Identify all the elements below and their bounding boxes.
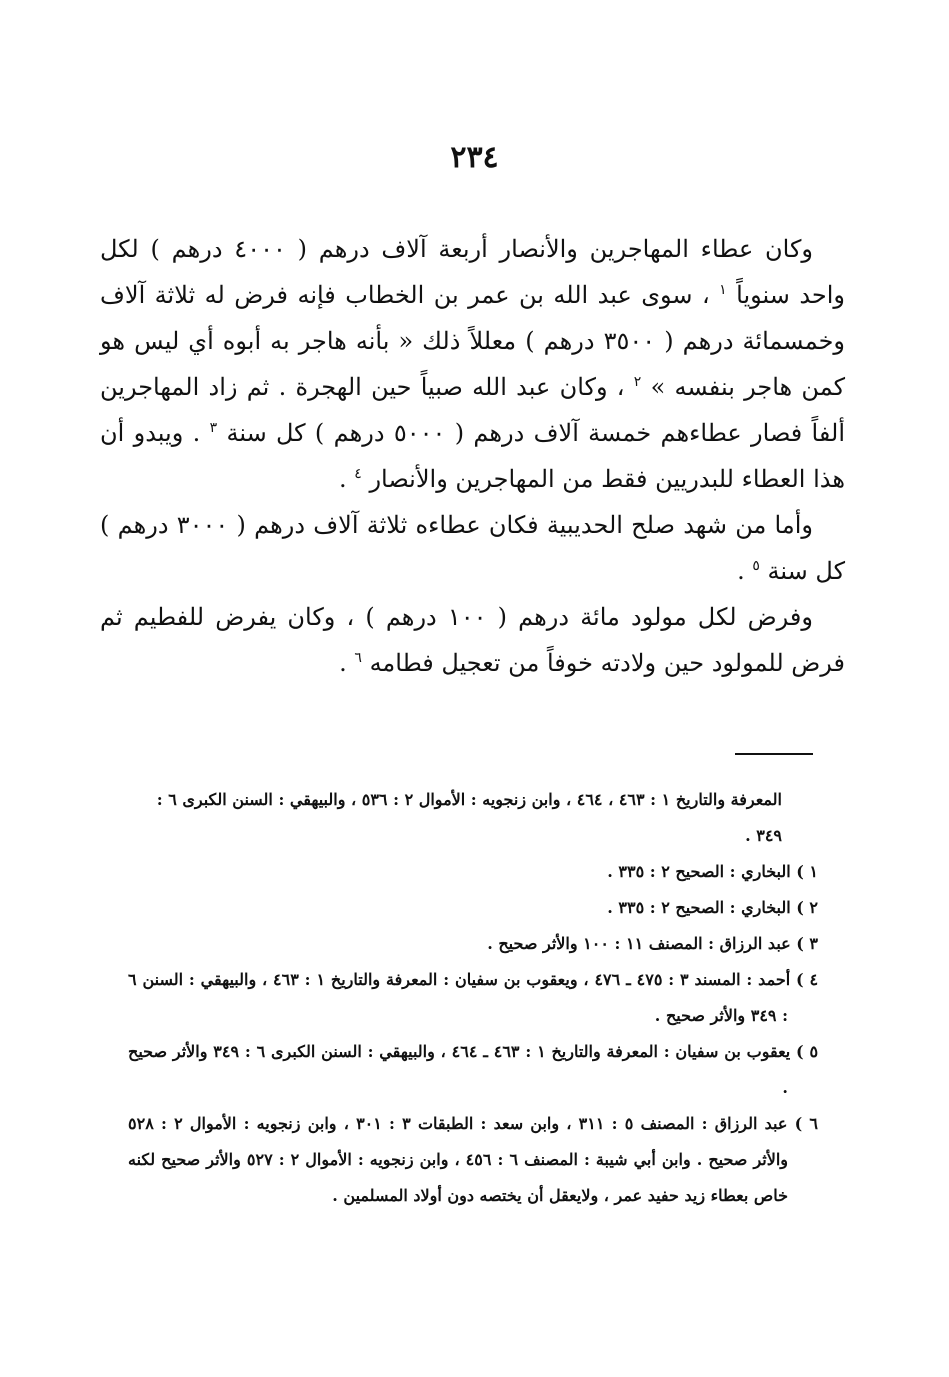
main-text bbox=[100, 226, 845, 686]
paragraph-text: . ويبدو أن هذا العطاء للبدريين فقط من المهاجرين والأنصار bbox=[100, 419, 845, 493]
footnote-divider bbox=[735, 753, 813, 755]
paragraph-text: ، سوى عبد الله بن عمر بن الخطاب فإنه فرض له ثلاثة آلاف وخمسمائة درهم ( ٣٥٠٠ درهم ) معللاً ذلك « بأنه هاجر به أبوه أي ليس هو كمن هاجر بنفسه » bbox=[100, 281, 845, 401]
footnote-ref: ٤ bbox=[354, 466, 362, 482]
footnote-6: ٦ ) عبد الرزاق : المصنف ٥ : ٣١١ ، وابن سعد : الطبقات ٣ : ٣٠١ ، وابن زنجويه : الأموال ٢ : ٥٢٨ والأثر صحيح . وابن أبي شيبة : المصنف ٦ : ٤٥٦ ، وابن زنجويه : الأموال ٢ : ٥٢٧ والأثر صحيح لكنه خاص بعطاء زيد حفيد عمر ، ولايعقل أن يختصه دون أولاد المسلمين . bbox=[128, 1114, 818, 1205]
paragraph-text: . bbox=[737, 557, 745, 585]
paragraph-text: وفرض لكل مولود مائة درهم ( ١٠٠ درهم ) ، وكان يفرض للفطيم ثم فرض للمولود حين ولادته خوفاً من تعجيل فطامه bbox=[100, 603, 845, 677]
footnote-continued: المعرفة والتاريخ ١ : ٤٦٣ ، ٤٦٤ ، وابن زنجويه : الأموال ٢ : ٥٣٦ ، والبيهقي : السنن الكبرى ٦ : ٣٤٩ . bbox=[156, 790, 782, 845]
paragraph-text: وكان عطاء المهاجرين والأنصار أربعة آلاف درهم ( ٤٠٠٠ درهم ) لكل واحد سنوياً bbox=[100, 235, 846, 309]
paragraph-text: وأما من شهد صلح الحديبية فكان عطاءه ثلاثة آلاف درهم ( ٣٠٠٠ درهم ) كل سنة bbox=[100, 511, 845, 585]
footnote-ref: ٦ bbox=[354, 650, 362, 666]
paragraph-newborn bbox=[100, 594, 845, 686]
paragraph-hudaybiyyah bbox=[100, 502, 845, 594]
footnote-ref: ١ bbox=[719, 282, 727, 298]
footnote-4: ٤ ) أحمد : المسند ٣ : ٤٧٥ ـ ٤٧٦ ، ويعقوب بن سفيان : المعرفة والتاريخ ١ : ٤٦٣ ، والبيهقي : السنن ٦ : ٣٤٩ والأثر صحيح . bbox=[128, 970, 819, 1025]
footnote-3: ٣ ) عبد الرزاق : المصنف ١١ : ١٠٠ والأثر صحيح . bbox=[487, 934, 818, 953]
footnote-1: ١ ) البخاري : الصحيح ٢ : ٣٣٥ . bbox=[607, 862, 818, 881]
footnote-5: ٥ ) يعقوب بن سفيان : المعرفة والتاريخ ١ : ٤٦٣ ـ ٤٦٤ ، والبيهقي : السنن الكبرى ٦ : ٣٤٩ والأثر صحيح . bbox=[128, 1042, 819, 1097]
footnote-ref: ٢ bbox=[633, 374, 642, 390]
footnote-2: ٢ ) البخاري : الصحيح ٢ : ٣٣٥ . bbox=[607, 898, 818, 917]
paragraph-text: ، وكان عبد الله صبياً حين الهجرة . ثم زاد المهاجرين ألفاً فصار عطاءهم خمسة آلاف درهم ( ٥٠٠٠ درهم ) كل سنة bbox=[100, 373, 845, 447]
paragraph-stipends bbox=[100, 226, 845, 502]
footnotes bbox=[128, 782, 818, 1214]
footnote-ref: ٣ bbox=[209, 420, 218, 436]
paragraph-text: . bbox=[339, 649, 347, 677]
paragraph-text: . bbox=[339, 465, 347, 493]
page-number: ٢٣٤ bbox=[450, 140, 499, 175]
footnote-ref: ٥ bbox=[752, 558, 760, 574]
